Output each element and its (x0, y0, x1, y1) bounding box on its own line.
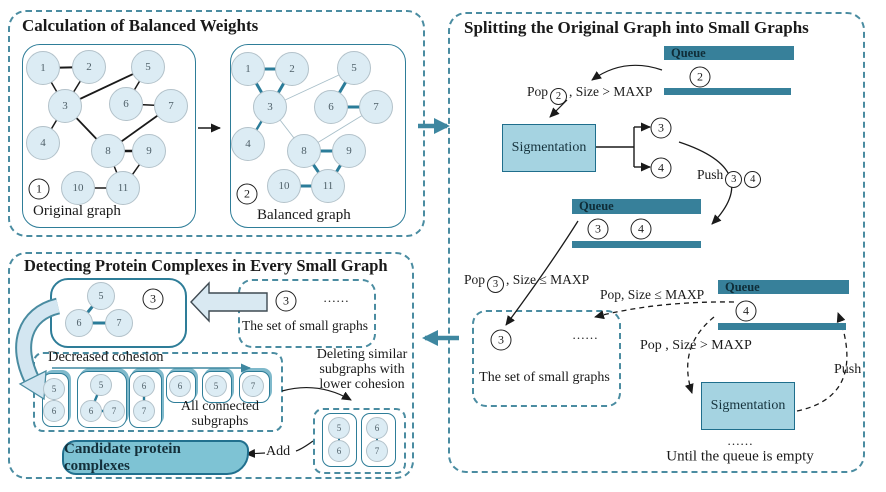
queue-2-item-3: 3 (588, 219, 609, 240)
sub3-node-6: 6 (133, 375, 155, 397)
queue-2-bar (572, 199, 701, 214)
set-right-item-3: 3 (491, 330, 512, 351)
until-dots: …… (727, 433, 753, 448)
node-3: 3 (48, 89, 82, 123)
push34-item4: 4 (744, 171, 761, 188)
sub3-node-7: 7 (133, 400, 155, 422)
balanced-graph-caption: Balanced graph (257, 207, 351, 223)
push34-item3: 3 (725, 171, 742, 188)
deleting-line2: subgraphs with (319, 362, 405, 377)
sub2-node-6: 6 (80, 400, 102, 422)
queue-1-item-2: 2 (690, 67, 711, 88)
set-right-label: The set of small graphs (479, 370, 610, 385)
sub6-node-7: 7 (242, 375, 264, 397)
node-10: 10 (61, 171, 95, 205)
balanced-graph-strong-edges (248, 68, 376, 186)
queue-1-bar (664, 46, 794, 60)
until-label: Until the queue is empty (666, 448, 814, 465)
sub2-node-7: 7 (103, 400, 125, 422)
pop2-label (527, 84, 652, 105)
segmentation-1-label: Sigmentation (511, 140, 587, 155)
pop2-post: , Size > MAXP (569, 84, 653, 99)
kept2-node-6: 6 (366, 417, 388, 439)
node-7: 7 (154, 89, 188, 123)
branch-item-3: 3 (651, 118, 672, 139)
bnode-3: 3 (253, 90, 287, 124)
pop3-pre: Pop (464, 272, 486, 287)
all-connected-line1: All connected (180, 399, 260, 414)
push34-pre: Push (697, 167, 724, 182)
pop2-item: 2 (550, 88, 567, 105)
sub1-node-6: 6 (43, 400, 65, 422)
node-8: 8 (91, 134, 125, 168)
queue-3-bar (718, 280, 849, 294)
pop3-item: 3 (487, 276, 504, 293)
pop3-post: , Size ≤ MAXP (506, 272, 590, 287)
original-graph-caption: Original graph (33, 203, 121, 219)
deleting-line1: Deleting similar (316, 347, 408, 362)
bnode-1: 1 (231, 52, 265, 86)
bnode-7: 7 (359, 90, 393, 124)
sub5-node-5: 5 (205, 375, 227, 397)
step-marker-2: 2 (237, 184, 258, 205)
node-2: 2 (72, 50, 106, 84)
arrow-pop2 (592, 65, 662, 80)
arrow-pople-dashed (595, 302, 734, 317)
branch-item-4: 4 (651, 158, 672, 179)
queue-2-label: Queue (579, 199, 614, 213)
node-4: 4 (26, 126, 60, 160)
queue-1-bottom-bar (664, 88, 791, 95)
bnode-9: 9 (332, 134, 366, 168)
bnode-6: 6 (314, 90, 348, 124)
set-right-dots: …… (572, 327, 598, 342)
seg-branch-lines (594, 127, 634, 167)
push-label: Push (834, 362, 862, 377)
segmentation-box-1 (502, 124, 596, 172)
add-label: Add (266, 444, 291, 459)
sub2-node-5: 5 (90, 374, 112, 396)
push34-label (697, 167, 763, 188)
queue-2-bottom-bar (572, 241, 701, 248)
step-marker-1: 1 (29, 179, 50, 200)
set-bl-item-3: 3 (276, 291, 297, 312)
set-bl-label: The set of small graphs (242, 318, 368, 333)
sg3-node-5: 5 (87, 282, 115, 310)
bnode-5: 5 (337, 51, 371, 85)
sub4-node-6: 6 (169, 375, 191, 397)
deleting-label (311, 347, 413, 392)
curved-band-arrow (24, 306, 58, 380)
block-arrow-left (191, 283, 267, 321)
kept2-node-7: 7 (366, 440, 388, 462)
bnode-4: 4 (231, 127, 265, 161)
panel-title-detecting: Detecting Protein Complexes in Every Small Graph (24, 256, 388, 275)
pop3-label (464, 272, 589, 293)
sg3-node-6: 6 (65, 309, 93, 337)
pople-label: Pop, Size ≤ MAXP (600, 287, 705, 302)
deleting-line3: lower cohesion (319, 377, 405, 392)
set-bl-dots: …… (323, 290, 349, 305)
all-connected-label (168, 399, 272, 429)
queue-2-item-4: 4 (631, 219, 652, 240)
bnode-8: 8 (287, 134, 321, 168)
candidate-complexes-shape (62, 440, 249, 475)
node-5: 5 (131, 50, 165, 84)
queue-3-bottom-bar (718, 323, 846, 330)
bnode-2: 2 (275, 52, 309, 86)
queue-3-item-4: 4 (736, 301, 757, 322)
candidate-complexes-label: Candidate protein complexes (64, 440, 181, 474)
queue-3-label: Queue (725, 279, 760, 294)
panel-title-balanced: Calculation of Balanced Weights (22, 16, 259, 35)
pop2-pre: Pop (527, 84, 549, 99)
sg3-marker-3: 3 (143, 289, 164, 310)
segmentation-box-2 (701, 382, 795, 430)
all-connected-line2: subgraphs (191, 414, 249, 429)
sg3-node-7: 7 (105, 309, 133, 337)
panel-title-splitting: Splitting the Original Graph into Small Graphs (464, 18, 809, 37)
bnode-10: 10 (267, 169, 301, 203)
node-1: 1 (26, 51, 60, 85)
segmentation-2-label: Sigmentation (710, 398, 786, 413)
sub1-node-5: 5 (43, 378, 65, 400)
popgt-label: Pop , Size > MAXP (640, 338, 752, 353)
bnode-11: 11 (311, 169, 345, 203)
kept1-node-6: 6 (328, 440, 350, 462)
queue-1-label: Queue (671, 45, 706, 60)
kept1-node-5: 5 (328, 417, 350, 439)
node-6: 6 (109, 87, 143, 121)
node-11: 11 (106, 171, 140, 205)
line-add-from-box (296, 441, 313, 451)
decreased-cohesion-label: Decreased cohesion (48, 349, 164, 365)
original-graph-edges (43, 67, 171, 188)
node-9: 9 (132, 134, 166, 168)
